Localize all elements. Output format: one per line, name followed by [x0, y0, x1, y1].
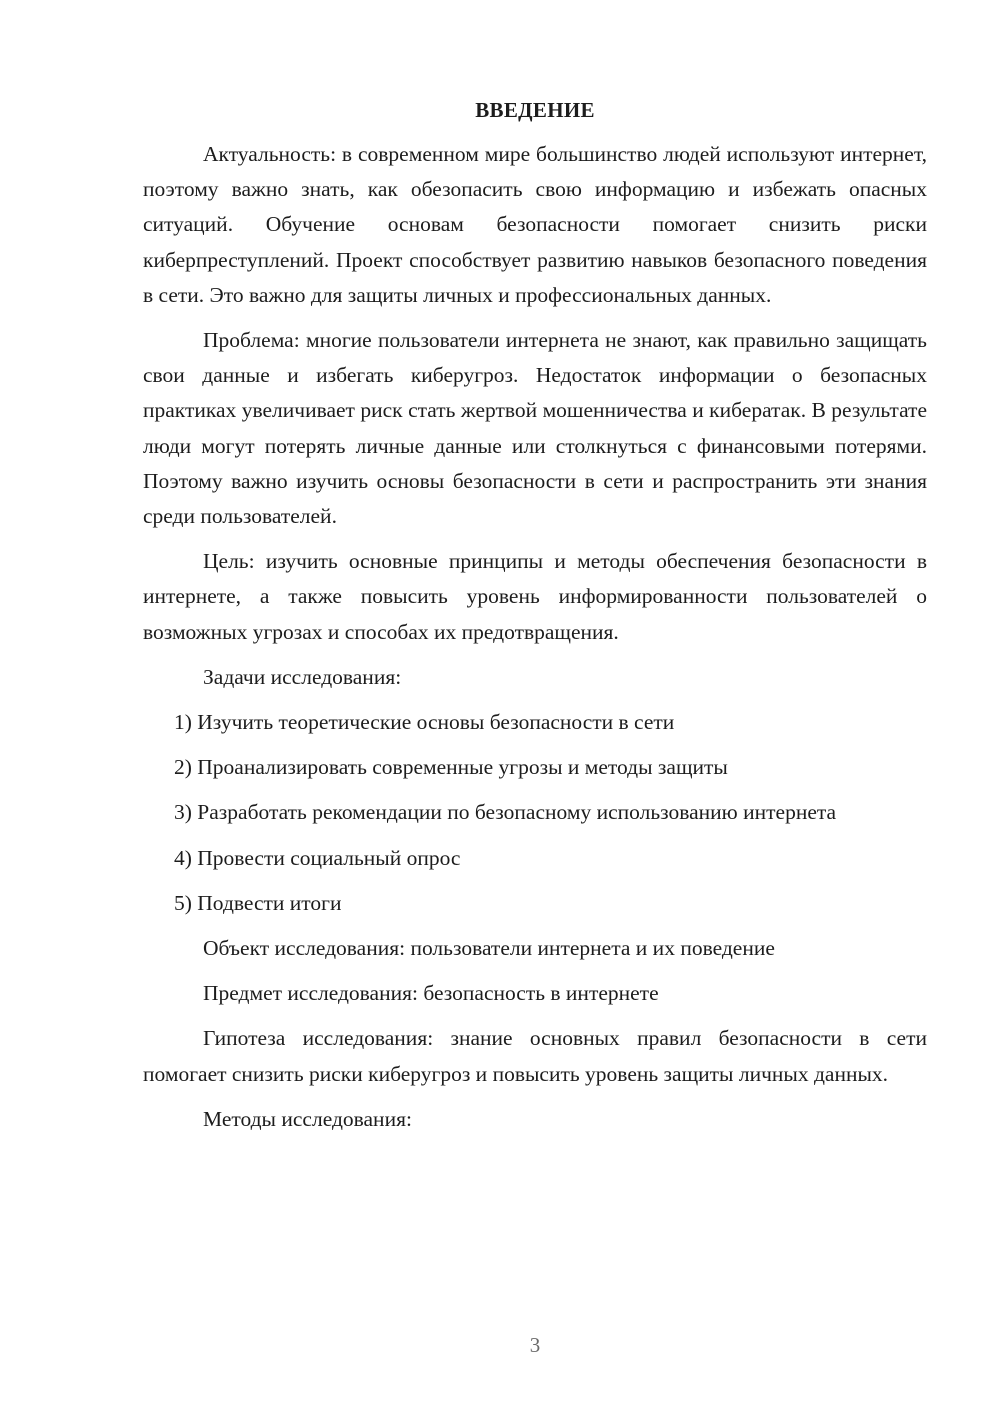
page-number: 3 [529, 1333, 541, 1357]
problem-paragraph: Проблема: многие пользователи интернета не знают, как правильно защищать свои данные и избегать киберугроз. Недостаток информации о безопасных практиках увеличивает риск стать жертвой мошенничества и кибератак. В результате люди могут потерять личные данные или столкнуться с финансовыми потерями. Поэтому важно изучить основы безопасности в сети и распространить эти знания среди пользователей. [143, 328, 927, 529]
hypothesis-paragraph: Гипотеза исследования: знание основных правил безопасности в сети помогает снизить риски киберугроз и повысить уровень защиты личных данных. [143, 1026, 927, 1086]
goal-paragraph: Цель: изучить основные принципы и методы обеспечения безопасности в интернете, а также повысить уровень информированности пользователей о возможных угрозах и способах их предотвращения. [143, 549, 927, 644]
document-page [143, 95, 927, 1147]
section-heading: ВВЕДЕНИЕ [475, 98, 595, 122]
task-item-4: 4) Провести социальный опрос [174, 845, 461, 870]
relevance-paragraph: Актуальность: в современном мире большинство людей используют интернет, поэтому важно знать, как обезопасить свою информацию и избежать опасных ситуаций. Обучение основам безопасности помогает снизить риски киберпреступлений. Проект способствует развитию навыков безопасного поведения в сети. Это важно для защиты личных и профессиональных данных. [143, 142, 927, 307]
task-item-2: 2) Проанализировать современные угрозы и методы защиты [174, 755, 728, 780]
task-item-3: 3) Разработать рекомендации по безопасному использованию интернета [174, 800, 837, 825]
task-item-1: 1) Изучить теоретические основы безопасности в сети [174, 710, 675, 735]
subject-paragraph: Предмет исследования: безопасность в интернете [203, 981, 659, 1006]
task-item-5: 5) Подвести итоги [174, 890, 342, 915]
methods-title: Методы исследования: [203, 1106, 412, 1131]
tasks-title: Задачи исследования: [203, 664, 402, 689]
object-paragraph: Объект исследования: пользователи интернета и их поведение [203, 936, 775, 961]
